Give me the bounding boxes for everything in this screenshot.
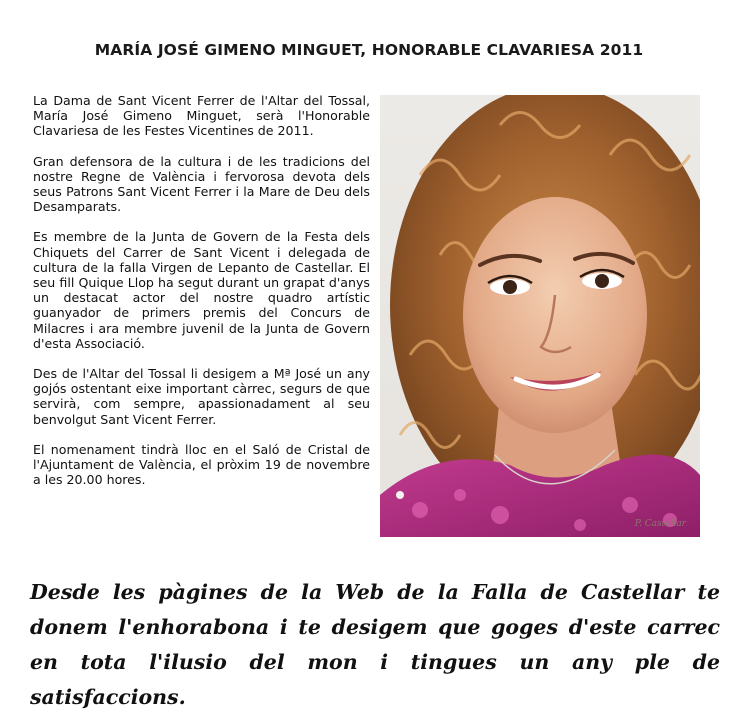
paragraph-membership: Es membre de la Junta de Govern de la Festa dels Chiquets del Carrer de Sant Vicent i delegada de cultura de la falla Virgen de Lepanto de Castellar. El seu fill Quique Llop ha segut durant un grapat d'anys un destacat actor del nostre quadro artístic guanyador de primers premis del Concurs de Milacres i ara membre juvenil de la Junta de Govern d'esta Associació. — [33, 229, 370, 351]
paragraph-devotion: Gran defensora de la cultura i de les tradicions del nostre Regne de València i fervorosa devota dels seus Patrons Sant Vicent Ferrer i la Mare de Deu dels Desamparats. — [33, 153, 370, 215]
photo-signature: P. Castellar — [634, 519, 686, 529]
paragraph-wishes: Des de l'Altar del Tossal li desigem a Mª José un any gojós ostentant eixe important càrrec, segurs de que servirà, com sempre, apassionadament al seu benvolgut Sant Vicent Ferrer. — [33, 366, 370, 427]
paragraph-intro: La Dama de Sant Vicent Ferrer de l'Altar del Tossal, María José Gimeno Minguet, serà l'Honorable Clavariesa de les Festes Vicentines de 2011. — [33, 93, 370, 139]
portrait-illustration — [380, 95, 700, 537]
closing-message: Desde les pàgines de la Web de la Falla de Castellar te donem l'enhorabona i te desigem que goges d'este carrec en tota l'ilusio del mon i tingues un any ple de satisfaccions. — [30, 580, 720, 709]
page-title: MARÍA JOSÉ GIMENO MINGUET, HONORABLE CLAVARIESA 2011 — [94, 41, 644, 59]
portrait-photo — [380, 95, 700, 537]
face-shape — [463, 197, 647, 433]
article-body — [33, 93, 370, 502]
pendant-icon — [396, 491, 404, 499]
paragraph-ceremony: El nomenament tindrà lloc en el Saló de Cristal de l'Ajuntament de València, el pròxim 19 de novembre a les 20.00 hores. — [33, 441, 370, 488]
